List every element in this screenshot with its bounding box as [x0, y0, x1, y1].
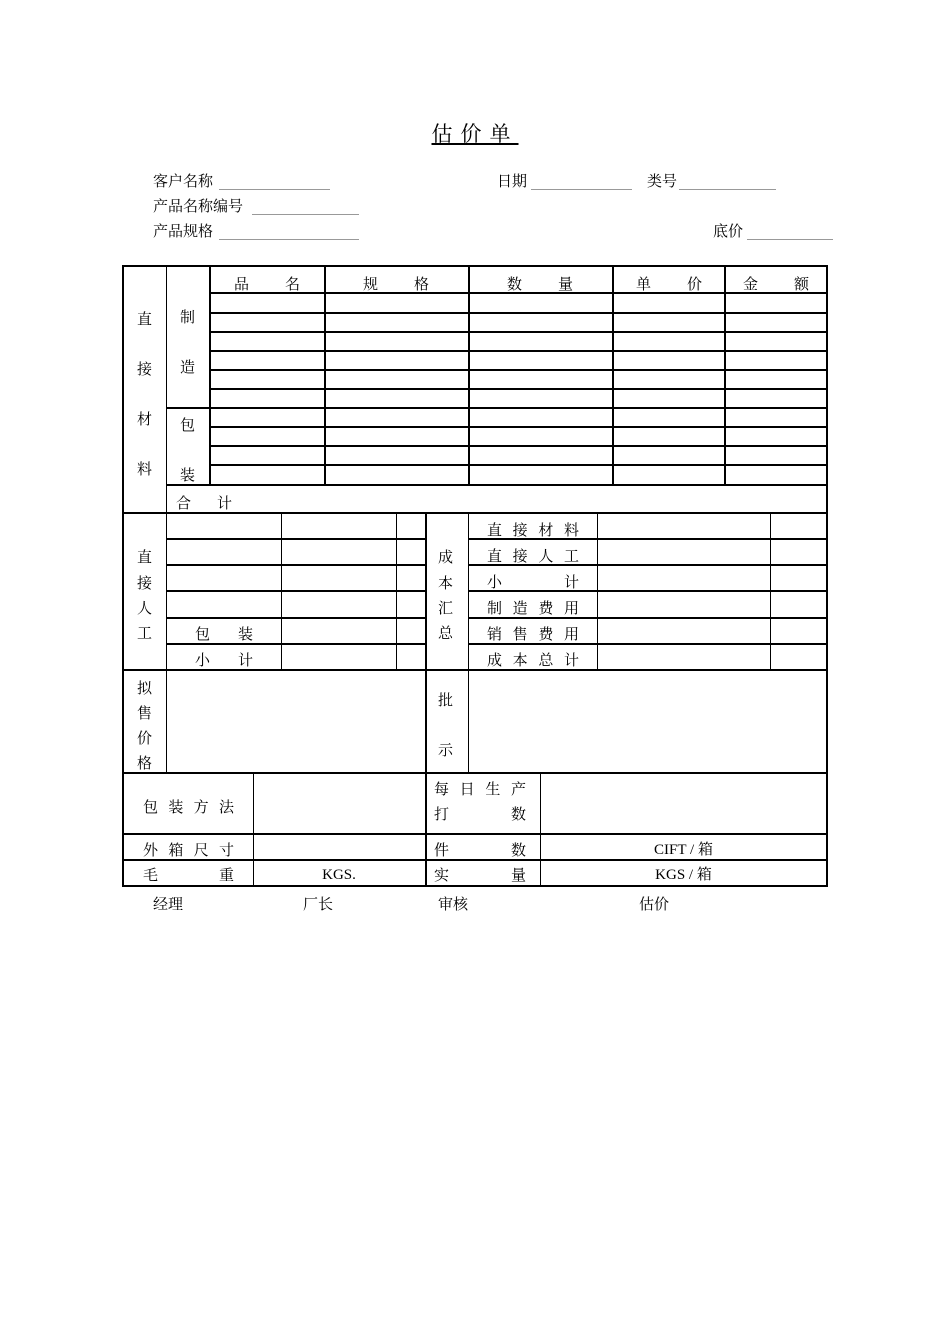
- packing-method-label: 包 装 方 法: [143, 798, 234, 816]
- proposed-price-label-1: 售: [137, 704, 153, 722]
- table-line: [468, 266, 470, 484]
- table-line: [166, 643, 425, 645]
- manufacture-label-0: 制: [180, 308, 196, 326]
- kgs-per-box: KGS / 箱: [655, 867, 712, 883]
- gross-weight-label: 毛 重: [143, 866, 234, 884]
- table-line: [209, 350, 827, 352]
- cost-row-manufacturing: 制 造 费 用: [487, 599, 579, 617]
- customer-label: 客户名称: [153, 172, 214, 190]
- table-line: [281, 512, 282, 669]
- table-line: [324, 266, 326, 484]
- table-line: [122, 265, 828, 267]
- signature-manager: 经理: [153, 895, 184, 913]
- daily-output-label-2: 打 数: [434, 805, 526, 823]
- column-header-quantity: 数 量: [507, 275, 573, 293]
- table-line: [166, 484, 827, 486]
- table-line: [770, 512, 771, 669]
- date-label: 日期: [497, 172, 528, 190]
- table-line: [468, 617, 827, 619]
- packaging-label-1: 装: [180, 466, 196, 484]
- table-line: [396, 512, 397, 669]
- table-line: [123, 859, 827, 861]
- page-title: 估价单: [431, 122, 519, 146]
- table-line: [425, 512, 427, 886]
- table-line: [123, 772, 827, 774]
- signature-reviewer: 审核: [438, 895, 469, 913]
- cost-row-total: 成 本 总 计: [487, 651, 579, 669]
- cost-summary-label-2: 汇: [438, 599, 454, 617]
- proposed-price-label-3: 格: [137, 754, 153, 772]
- product-code-label: 产品名称编号: [153, 197, 244, 215]
- column-header-amount: 金 额: [743, 275, 809, 293]
- cift-unit: CIFT / 箱: [654, 842, 713, 858]
- table-line: [123, 669, 827, 671]
- cost-row-direct-labor: 直 接 人 工: [487, 547, 579, 565]
- table-line: [724, 266, 726, 484]
- table-line: [122, 885, 828, 887]
- approval-label-0: 批: [438, 691, 454, 709]
- signature-factory-director: 厂长: [303, 895, 334, 913]
- packaging-label-0: 包: [180, 416, 196, 434]
- column-header-unit-price: 单 价: [636, 275, 702, 293]
- daily-output-label: 每 日 生 产: [434, 780, 526, 798]
- materials-total-label: 合 计: [176, 494, 232, 512]
- cost-row-selling: 销 售 费 用: [487, 625, 579, 643]
- table-line: [209, 407, 827, 409]
- cost-row-subtotal: 小 计: [487, 573, 579, 591]
- spec-label: 产品规格: [153, 222, 214, 240]
- category-field[interactable]: [679, 189, 776, 190]
- table-line: [209, 312, 827, 314]
- net-weight-label: 实 量: [434, 866, 526, 884]
- proposed-price-label-0: 拟: [137, 679, 153, 697]
- table-line: [123, 833, 827, 835]
- column-header-spec: 规 格: [363, 275, 429, 293]
- labor-label-0: 直: [137, 548, 153, 566]
- table-line: [468, 512, 469, 772]
- table-line: [209, 464, 827, 466]
- category-label: 类号: [647, 172, 678, 190]
- cost-summary-label-0: 成: [438, 548, 454, 566]
- spec-field[interactable]: [219, 239, 359, 240]
- approval-label-1: 示: [438, 741, 454, 759]
- customer-field[interactable]: [219, 189, 330, 190]
- pieces-label: 件 数: [434, 841, 526, 859]
- table-line: [209, 445, 827, 447]
- table-line: [209, 426, 827, 428]
- product-code-field[interactable]: [252, 214, 359, 215]
- kgs-unit: KGS.: [322, 867, 356, 883]
- table-line: [209, 388, 827, 390]
- column-header-name: 品 名: [234, 275, 300, 293]
- manufacture-label-1: 造: [180, 358, 196, 376]
- table-line: [122, 265, 124, 887]
- materials-label-3: 料: [137, 460, 153, 478]
- labor-packaging-label: 包 装: [195, 625, 253, 643]
- cost-row-direct-materials: 直 接 材 料: [487, 521, 579, 539]
- table-line: [468, 643, 827, 645]
- table-line: [166, 266, 167, 512]
- signature-estimator: 估价: [639, 895, 670, 913]
- materials-label-0: 直: [137, 310, 153, 328]
- table-line: [166, 512, 167, 772]
- labor-label-1: 接: [137, 574, 153, 592]
- cost-summary-label-3: 总: [438, 624, 454, 642]
- proposed-price-label-2: 价: [137, 729, 153, 747]
- base-price-label: 底价: [713, 222, 744, 240]
- cost-summary-label-1: 本: [438, 574, 454, 592]
- base-price-field[interactable]: [747, 239, 833, 240]
- table-line: [166, 617, 425, 619]
- table-line: [597, 512, 598, 669]
- table-line: [826, 265, 828, 887]
- materials-label-2: 材: [137, 410, 153, 428]
- table-line: [209, 331, 827, 333]
- labor-subtotal-label: 小 计: [195, 651, 253, 669]
- materials-label-1: 接: [137, 360, 153, 378]
- table-line: [166, 564, 425, 566]
- table-line: [612, 266, 614, 484]
- date-field[interactable]: [531, 189, 632, 190]
- carton-size-label: 外 箱 尺 寸: [143, 841, 234, 859]
- table-line: [123, 512, 827, 514]
- labor-label-2: 人: [137, 599, 153, 617]
- table-line: [209, 369, 827, 371]
- table-line: [166, 590, 425, 592]
- table-line: [166, 538, 425, 540]
- table-line: [166, 407, 209, 409]
- labor-label-3: 工: [137, 624, 153, 642]
- table-line: [209, 266, 211, 484]
